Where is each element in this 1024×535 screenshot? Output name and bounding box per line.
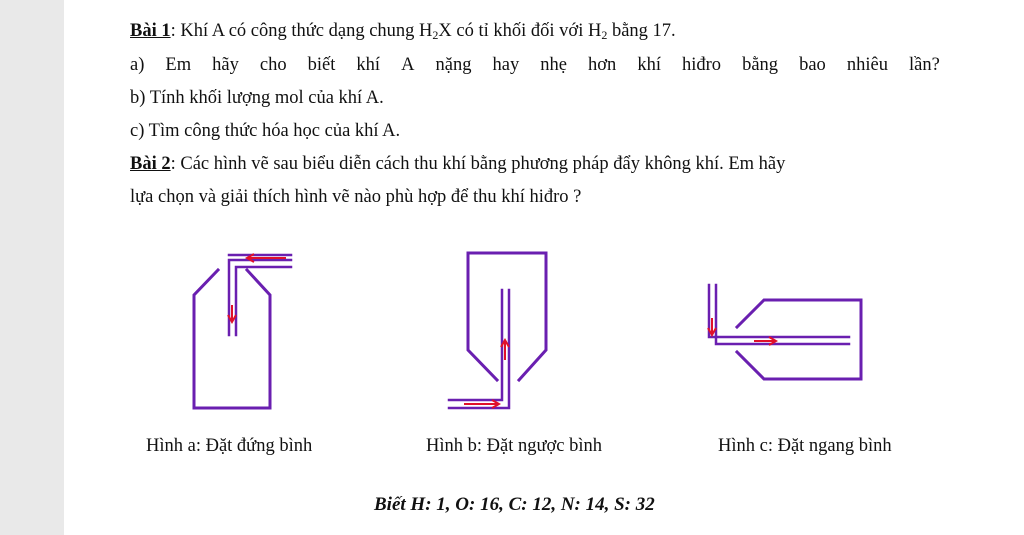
bai1-item-a-word: biết [307, 55, 336, 75]
bai1-item-a-word: bằng [742, 55, 779, 75]
bai1-text-part3: bằng 17. [607, 21, 676, 41]
bai1-item-a-word: a) [130, 55, 145, 75]
bai1-item-a-word: khí [637, 55, 661, 75]
figure-a-caption: Hình a: Đặt đứng bình [146, 436, 313, 456]
bai1-item-a-word: A [401, 55, 415, 75]
bai1-item-a-word: nhẹ [540, 55, 567, 75]
bai1-item-a-word: hơn [588, 55, 617, 75]
figure-c-caption: Hình c: Đặt ngang bình [718, 436, 892, 456]
document-page [64, 0, 1024, 535]
bai1-item-b: b) Tính khối lượng mol của khí A. [130, 88, 384, 108]
bai1-item-a-word: Em [165, 55, 192, 75]
bai2-label: Bài 2 [130, 154, 171, 174]
bai2-text-line1: : Các hình vẽ sau biểu diễn cách thu khí bằng phương pháp đẩy không khí. Em hãy [170, 154, 786, 174]
atomic-masses-note: Biết H: 1, O: 16, C: 12, N: 14, S: 32 [374, 494, 655, 515]
bai1-item-a-word: hiđro [682, 55, 722, 75]
figure-c-delivery-tube-outer [709, 285, 849, 337]
figure-c-delivery-tube-inner [716, 285, 849, 344]
bai1-text-part1: : Khí A có công thức dạng chung H [170, 21, 433, 41]
bai2-question-line2: lựa chọn và giải thích hình vẽ nào phù hợp để thu khí hiđro ? [130, 187, 582, 207]
bai1-label: Bài 1 [130, 21, 171, 41]
figure-b-caption: Hình b: Đặt ngược bình [426, 436, 603, 456]
bai1-item-a-word: hãy [212, 55, 239, 75]
bai1-item-a-word: khí [356, 55, 381, 75]
bai1-item-a-word: bao [799, 55, 826, 75]
bai1-item-a-word: cho [259, 55, 287, 75]
figure-c-bottle-outline [737, 300, 861, 379]
bai1-item-c: c) Tìm công thức hóa học của khí A. [130, 121, 401, 141]
bai1-item-a-word: nhiêu [846, 55, 888, 75]
bai1-item-a-word: lần? [908, 55, 940, 75]
bai1-subscript-1: 2 [432, 28, 439, 42]
bai1-item-a-word: hay [492, 55, 520, 75]
bai1-subscript-2: 2 [601, 28, 608, 42]
bai1-text-part2: X có tỉ khối đối với H [438, 21, 602, 41]
bai1-item-a-word: nặng [435, 55, 472, 75]
